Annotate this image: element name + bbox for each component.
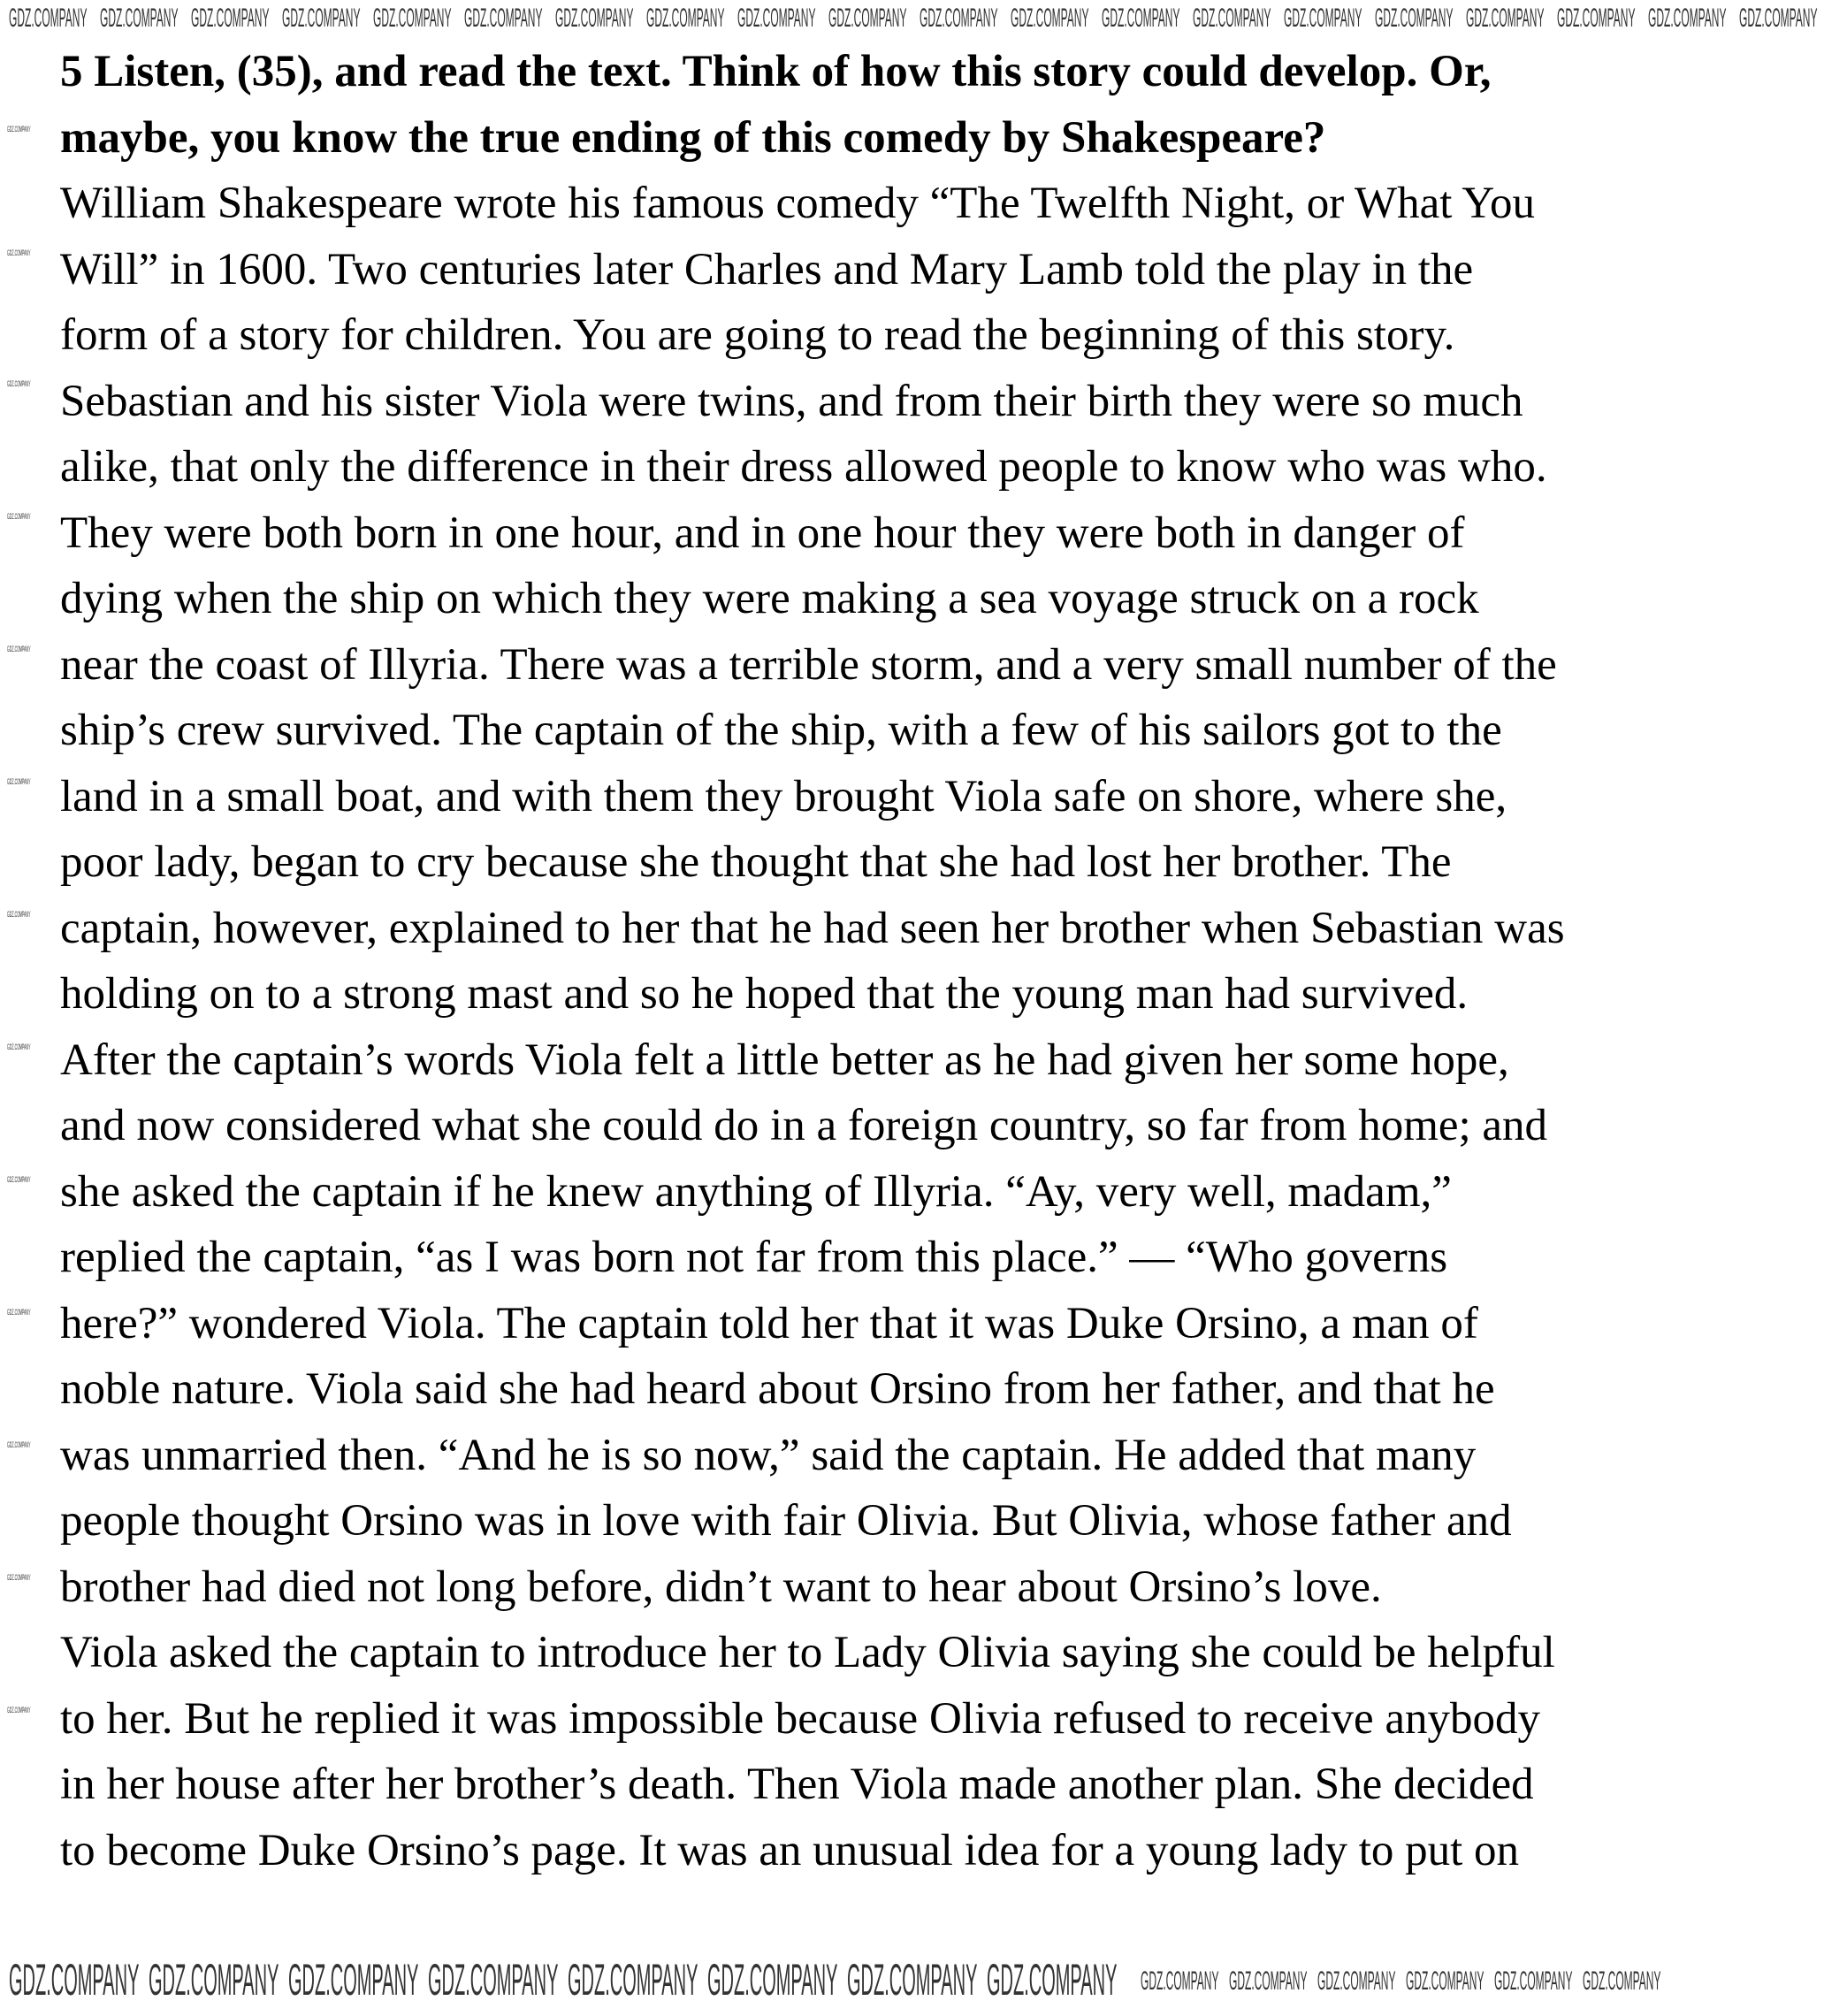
story-line: After the captain’s words Viola felt a little better as he had given her some hope,: [60, 1035, 1509, 1085]
story-line: near the coast of Illyria. There was a terrible storm, and a very small number of the: [60, 639, 1557, 690]
story-line: dying when the ship on which they were making a sea voyage struck on a rock: [60, 574, 1479, 623]
task-line: 5 Listen, (35), and read the text. Think of how this story could develop. Or,: [60, 47, 1492, 96]
watermark: GDZ.COMPANY: [1583, 1966, 1661, 1996]
watermark: GDZ.COMPANY: [1102, 4, 1180, 33]
story-line: Will” in 1600. Two centuries later Charles and Mary Lamb told the play in the: [60, 244, 1474, 294]
story-line: ship’s crew survived. The captain of the ship, with a few of his sailors got to the: [60, 706, 1502, 755]
watermark: GDZ.COMPANY: [1466, 4, 1545, 33]
story-line: to her. But he replied it was impossible because Olivia refused to receive anybody: [60, 1693, 1541, 1744]
story-line: replied the captain, “as I was born not far from this place.” — “Who governs: [60, 1233, 1448, 1282]
task-line: maybe, you know the true ending of this comedy by Shakespeare?: [60, 112, 1326, 163]
watermark: GDZ.COMPANY: [7, 1706, 31, 1714]
watermark: GDZ.COMPANY: [7, 1042, 31, 1051]
story-line: to become Duke Orsino’s page. It was an unusual idea for a young lady to put on: [60, 1825, 1520, 1875]
watermark: GDZ.COMPANY: [1375, 4, 1454, 33]
watermark: GDZ.COMPANY: [1648, 4, 1727, 33]
watermark: GDZ.COMPANY: [100, 4, 179, 33]
watermark: GDZ.COMPANY: [707, 1955, 838, 2005]
story-line: captain, however, explained to her that he had seen her brother when Sebastian was: [60, 903, 1565, 953]
watermark: GDZ.COMPANY: [7, 777, 31, 786]
story-line: here?” wondered Viola. The captain told her that it was Duke Orsino, a man of: [60, 1298, 1478, 1348]
watermark: GDZ.COMPANY: [7, 1308, 31, 1317]
watermark: GDZ.COMPANY: [847, 1955, 978, 2005]
story-line: in her house after her brother’s death. Then Viola made another plan. She decided: [60, 1760, 1534, 1809]
watermark: GDZ.COMPANY: [7, 1440, 31, 1449]
watermark: GDZ.COMPANY: [7, 1573, 31, 1582]
story-line: she asked the captain if he knew anything of Illyria. “Ay, very well, madam,”: [60, 1166, 1452, 1217]
watermark: GDZ.COMPANY: [191, 4, 270, 33]
story-line: poor lady, began to cry because she thought that she had lost her brother. The: [60, 837, 1452, 887]
watermark: GDZ.COMPANY: [1011, 4, 1089, 33]
watermark: GDZ.COMPANY: [1284, 4, 1362, 33]
story-line: William Shakespeare wrote his famous comedy “The Twelfth Night, or What You: [60, 179, 1536, 228]
story-line: holding on to a strong mast and so he hoped that the young man had survived.: [60, 969, 1469, 1019]
story-line: people thought Orsino was in love with fair Olivia. But Olivia, whose father and: [60, 1496, 1512, 1546]
watermark: GDZ.COMPANY: [1317, 1966, 1396, 1996]
watermark: GDZ.COMPANY: [7, 125, 31, 134]
watermark: GDZ.COMPANY: [646, 4, 725, 33]
watermark: GDZ.COMPANY: [288, 1955, 419, 2005]
story-line: noble nature. Viola said she had heard about Orsino from her father, and that he: [60, 1364, 1495, 1414]
watermark: GDZ.COMPANY: [428, 1955, 559, 2005]
watermark: GDZ.COMPANY: [9, 4, 88, 33]
watermark: GDZ.COMPANY: [1557, 4, 1636, 33]
watermark: GDZ.COMPANY: [920, 4, 998, 33]
watermark: GDZ.COMPANY: [1739, 4, 1818, 33]
document-text: [60, 39, 1837, 1883]
watermark: GDZ.COMPANY: [568, 1955, 698, 2005]
watermark: GDZ.COMPANY: [1141, 1966, 1219, 1996]
story-line: was unmarried then. “And he is so now,” said the captain. He added that many: [60, 1430, 1477, 1480]
watermark: GDZ.COMPANY: [464, 4, 543, 33]
watermark: GDZ.COMPANY: [1406, 1966, 1484, 1996]
watermark: GDZ.COMPANY: [987, 1955, 1118, 2005]
story-line: form of a story for children. You are going to read the beginning of this story.: [60, 310, 1455, 360]
watermark: GDZ.COMPANY: [7, 645, 31, 653]
watermark: GDZ.COMPANY: [373, 4, 452, 33]
watermark: GDZ.COMPANY: [7, 379, 31, 388]
watermark: GDZ.COMPANY: [1494, 1966, 1573, 1996]
watermark: GDZ.COMPANY: [282, 4, 361, 33]
watermark: GDZ.COMPANY: [1193, 4, 1271, 33]
watermark: GDZ.COMPANY: [7, 512, 31, 521]
watermark: GDZ.COMPANY: [7, 1175, 31, 1184]
story-line: land in a small boat, and with them they brought Viola safe on shore, where she,: [60, 771, 1507, 821]
watermark: GDZ.COMPANY: [828, 4, 907, 33]
story-line: alike, that only the difference in their dress allowed people to know who was who.: [60, 442, 1547, 492]
story-line: They were both born in one hour, and in one hour they were both in danger of: [60, 508, 1465, 558]
watermark: GDZ.COMPANY: [555, 4, 634, 33]
story-line: brother had died not long before, didn’t want to hear about Orsino’s love.: [60, 1562, 1382, 1612]
story-line: Sebastian and his sister Viola were twins, and from their birth they were so much: [60, 376, 1523, 426]
watermark: GDZ.COMPANY: [9, 1955, 140, 2005]
story-line: and now considered what she could do in a foreign country, so far from home; and: [60, 1101, 1548, 1150]
watermark: GDZ.COMPANY: [7, 910, 31, 919]
story-line: Viola asked the captain to introduce her to Lady Olivia saying she could be helpful: [60, 1628, 1555, 1677]
watermark: GDZ.COMPANY: [1229, 1966, 1308, 1996]
watermark: GDZ.COMPANY: [737, 4, 816, 33]
watermark: GDZ.COMPANY: [149, 1955, 279, 2005]
watermark: GDZ.COMPANY: [7, 248, 31, 257]
